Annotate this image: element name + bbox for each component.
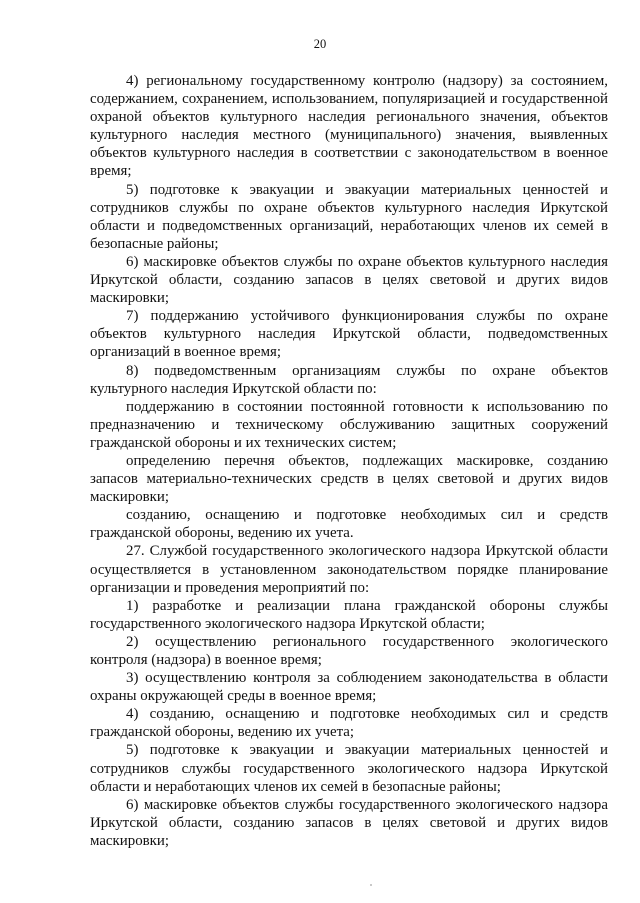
paragraph-item-8-subordinate-orgs: 8) подведомственным организациям службы по охране объектов культурного наследия Иркутской области по:: [90, 362, 608, 397]
paragraph-item-3-environment-law: 3) осуществлению контроля за соблюдением законодательства в области охраны окружающей среды в военное время;: [90, 670, 608, 705]
paragraph-subitem-camouflage-list: определению перечня объектов, подлежащих маскировке, созданию запасов материально-технических средств в целях световой и других видов маскировки;: [90, 452, 608, 506]
scan-speck: [370, 884, 372, 886]
paragraph-section-27: 27. Службой государственного экологического надзора Иркутской области осуществляется в установленном законодательством порядке планирование организации и проведения мероприятий по:: [90, 543, 608, 596]
paragraph-item-1-civil-defense-plan: 1) разработке и реализации плана гражданской обороны службы государственного экологического надзора Иркутской области;: [90, 597, 608, 632]
paragraph-item-2-ecological-control: 2) осуществлению регионального государственного экологического контроля (надзора) в военное время;: [90, 633, 608, 668]
paragraph-item-4-cultural-heritage-control: 4) региональному государственному контролю (надзору) за состоянием, содержанием, сохранением, использованием, популяризацией и государственной охраной объектов культурного наследия регионального значения, объектов культурного наследия местного (муниципального) значения, выявленных объектов культурного наследия в соответствии с законодательством в военное время;: [90, 73, 608, 180]
paragraph-item-7-sustainability: 7) поддержанию устойчивого функционирования службы по охране объектов культурного наследия Иркутской области, подведомственных организаций в военное время;: [90, 308, 608, 361]
page-number: 20: [313, 37, 327, 51]
paragraph-item-6-camouflage-ecology: 6) маскировке объектов службы государственного экологического надзора Иркутской области, созданию запасов в целях световой и других видов маскировки;: [90, 796, 608, 849]
paragraph-subitem-shelters: поддержанию в состоянии постоянной готовности к использованию по предназначению и техническому обслуживанию защитных сооружений гражданской обороны и их технических систем;: [90, 398, 608, 451]
paragraph-subitem-forces: созданию, оснащению и подготовке необходимых сил и средств гражданской обороны, ведению их учета.: [90, 507, 608, 542]
document-body: [90, 72, 608, 850]
paragraph-item-5-evacuation-heritage: 5) подготовке к эвакуации и эвакуации материальных ценностей и сотрудников службы по охране объектов культурного наследия Иркутской области и подведомственных организаций, неработающих членов их семей в безопасные районы;: [90, 181, 608, 252]
paragraph-item-5-evacuation-ecology: 5) подготовке к эвакуации и эвакуации материальных ценностей и сотрудников службы государственного экологического надзора Иркутской области и неработающих членов их семей в безопасные районы;: [90, 742, 608, 795]
paragraph-item-6-camouflage-heritage: 6) маскировке объектов службы по охране объектов культурного наследия Иркутской области, созданию запасов в целях световой и других видов маскировки;: [90, 253, 608, 307]
paragraph-item-4-forces-ecology: 4) созданию, оснащению и подготовке необходимых сил и средств гражданской обороны, ведению их учета;: [90, 706, 608, 741]
